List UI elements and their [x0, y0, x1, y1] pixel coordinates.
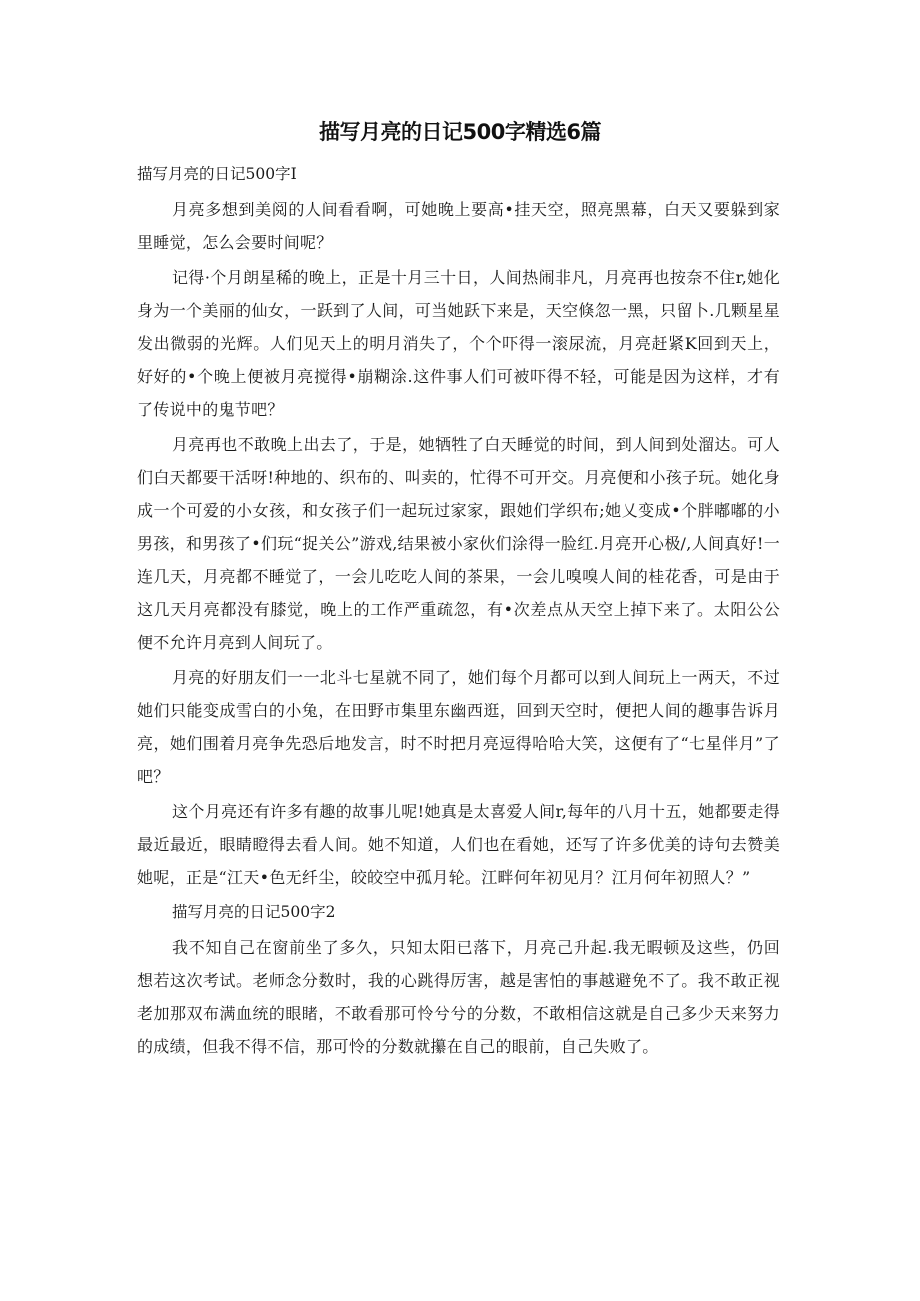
paragraph: 月亮多想到美阅的人间看看啊，可她晚上要高•挂天空，照亮黑幕，白天又要躲到家里睡觉，怎么会要时间呢？: [137, 200, 780, 252]
section-heading-1: 描写月亮的日记500字I: [137, 165, 297, 183]
paragraph: 我不知自己在窗前坐了多久，只知太阳已落下，月亮己升起.我无暇顿及这些，仍回想若这次考试。老师念分数时，我的心跳得厉害，越是害怕的事越避免不了。我不敢正视老加那双布满血统的眼睹，不敢看那可怜兮兮的分数，不敢相信这就是自己多少天来努力的成绩，但我不得不信，那可怜的分数就攥在自己的眼前，自己失败了。: [137, 938, 780, 1056]
document-title: 描写月亮的日记500字精选6篇: [319, 120, 601, 144]
section-heading-2: 描写月亮的日记500字2: [172, 903, 336, 921]
paragraph: 这个月亮还有许多有趣的故事儿呢!她真是太喜爱人间r,每年的八月十五，她都要走得最近最近，眼睛瞪得去看人间。她不知道，人们也在看她，还写了许多优美的诗句去赞美她呢，正是“江天•色无纤尘，皎皎空中孤月轮。江畔何年初见月？江月何年初照人？”: [137, 802, 780, 887]
paragraph: 月亮的好朋友们一一北斗七星就不同了，她们每个月都可以到人间玩上一两天，不过她们只能变成雪白的小兔，在田野市集里东幽西逛，回到天空时，便把人间的趣事告诉月亮，她们围着月亮争先恐后地发言，时不时把月亮逗得哈哈大笑，这便有了“七星伴月”了吧？: [137, 668, 780, 786]
paragraph: 记得·个月朗星稀的晚上，正是十月三十日，人间热闹非凡，月亮再也按奈不住r,她化身为一个美丽的仙女，一跃到了人间，可当她跃下来是，天空倏忽一黑，只留卜.几颗星星发出微弱的光辉。人们见天上的明月消失了，个个吓得一滚尿流，月亮赶紧K回到天上，好好的•个晚上便被月亮搅得•崩糊涂.这件事人们可被吓得不轻，可能是因为这样，才有了传说中的鬼节吧？: [137, 268, 780, 419]
paragraph: 月亮再也不敢晚上出去了，于是，她牺牲了白天睡觉的时间，到人间到处溜达。可人们白天都要干活呀!种地的、织布的、叫卖的，忙得不可开交。月亮便和小孩子玩。她化身成一个可爱的小女孩，和女孩子们一起玩过家家，跟她们学织布;她乂变成•个胖嘟嘟的小男孩，和男孩了•们玩“捉关公”游戏,结果被小家伙们涂得一脸红.月亮开心极/,人间真好!一连几天，月亮都不睡觉了，一会儿吃吃人间的茶果，一会儿嗅嗅人间的桂花香，可是由于这几天月亮都没有膝觉，晚上的工作严重疏忽，有•次差点从天空上掉下来了。太阳公公便不允许月亮到人间玩了。: [137, 435, 780, 652]
document-body: [137, 158, 780, 1065]
